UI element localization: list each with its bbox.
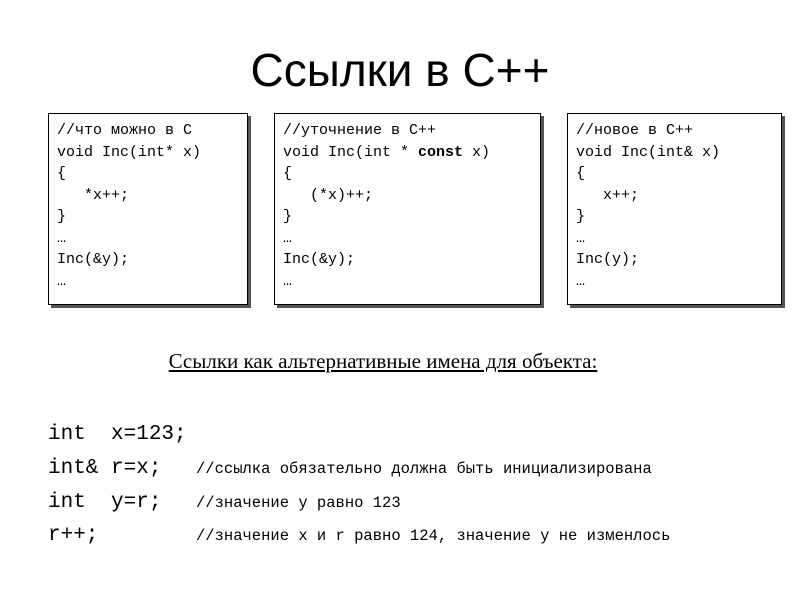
code-line: … <box>576 229 586 247</box>
code-line: { <box>576 165 586 182</box>
code-fragment: void Inc(int * <box>283 143 419 161</box>
const-keyword: const <box>418 143 464 161</box>
code-line: … <box>283 272 293 290</box>
code-line: (*x)++; <box>283 186 374 204</box>
code-line: void Inc(int& x) <box>576 143 721 161</box>
section-subtitle <box>0 347 766 375</box>
slide-title: Ссылки в С++ <box>250 44 550 96</box>
example-code: int y=r; <box>48 491 162 514</box>
code-line: //уточнение в С++ <box>283 122 437 139</box>
code-line-const <box>283 142 540 164</box>
subtitle-text: Ссылки как альтернативные имена для объекта: <box>168 349 598 373</box>
example-code: int x=123; <box>48 423 187 446</box>
code-line: //новое в С++ <box>576 122 694 139</box>
code-box-cpp-const <box>274 113 541 305</box>
code-line: x++; <box>576 186 640 204</box>
example-comment: //значение у равно 123 <box>196 494 401 512</box>
code-line: … <box>57 229 67 247</box>
code-line: } <box>283 208 293 225</box>
example-line <box>48 519 670 553</box>
code-line: … <box>57 272 67 290</box>
code-line: void Inc(int* x) <box>57 143 202 161</box>
code-line: … <box>283 229 293 247</box>
example-comment: //значение x и r равно 124, значение у не изменлось <box>196 527 671 545</box>
example-line <box>48 452 652 486</box>
example-code: int& r=x; <box>48 457 162 480</box>
code-box-cpp-reference <box>567 113 782 305</box>
code-line: *x++; <box>57 186 130 204</box>
code-line: //что можно в С <box>57 122 193 139</box>
code-line: Inc(y); <box>576 251 640 268</box>
code-line: … <box>576 272 586 290</box>
code-line: { <box>57 165 67 182</box>
code-box-c <box>48 113 248 305</box>
example-code: r++; <box>48 524 99 547</box>
code-line: Inc(&y); <box>57 251 130 268</box>
code-fragment: x) <box>463 143 491 161</box>
code-line: { <box>283 165 293 182</box>
code-line: } <box>57 208 67 225</box>
code-line: Inc(&y); <box>283 251 356 268</box>
example-comment: //ссылка обязательно должна быть инициализирована <box>196 460 652 478</box>
code-line: } <box>576 208 586 225</box>
example-line <box>48 486 401 520</box>
example-line <box>48 418 196 452</box>
